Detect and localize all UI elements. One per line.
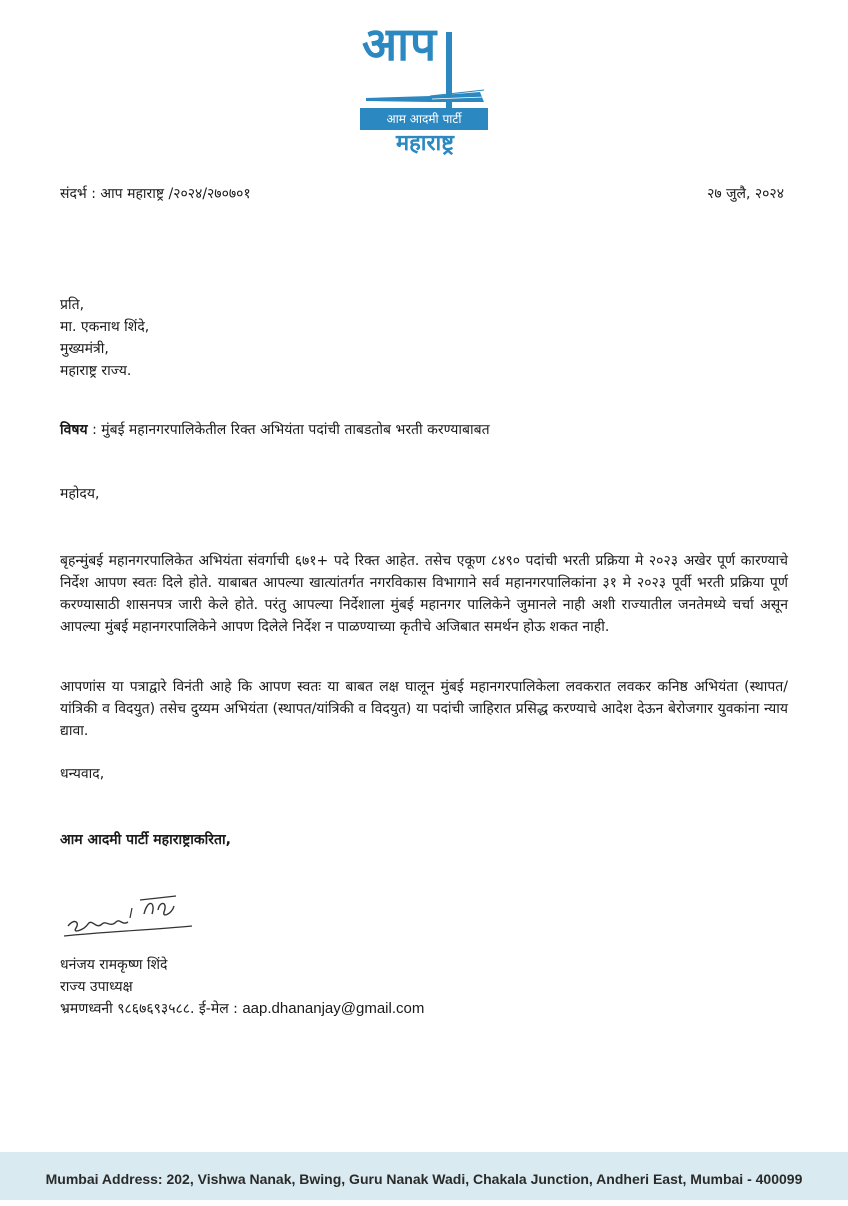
logo-wordmark: आप [362, 17, 438, 71]
salutation: महोदय, [60, 486, 100, 502]
footer-address: Mumbai Address: 202, Vishwa Nanak, Bwing, Guru Nanak Wadi, Chakala Junction, Andheri East, Mumbai - 400099 [0, 1152, 848, 1200]
logo-state: महाराष्ट्र [395, 131, 455, 156]
recipient-address [60, 294, 149, 382]
closing-party: आम आदमी पार्टी महाराष्ट्राकरिता, [60, 832, 231, 848]
recipient-line: प्रति, [60, 297, 85, 313]
handwritten-signature [60, 878, 200, 948]
subject-label: विषय [60, 422, 88, 438]
letter-date: २७ जुलै, २०२४ [707, 186, 784, 202]
closing-thanks: धन्यवाद, [60, 766, 105, 782]
recipient-line: मा. एकनाथ शिंदे, [60, 319, 150, 335]
signer-phone: भ्रमणध्वनी ९८६७६९३५८८. ई-मेल : [60, 1001, 243, 1017]
signer-title: राज्य उपाध्यक्ष [60, 979, 133, 995]
recipient-line: महाराष्ट्र राज्य. [60, 363, 132, 379]
subject-text: : मुंबई महानगरपालिकेतील रिक्त अभियंता पदांची ताबडतोब भरती करण्याबाबत [87, 422, 490, 438]
recipient-line: मुख्यमंत्री, [60, 341, 109, 357]
reference-number: संदर्भ : आप महाराष्ट्र /२०२४/२७०७०१ [60, 186, 251, 202]
logo-banner: आम आदमी पार्टी [360, 108, 488, 130]
aap-logo [360, 17, 490, 156]
body-paragraph: बृहन्मुंबई महानगरपालिकेत अभियंता संवर्गाची ६७१+ पदे रिक्त आहेत. तसेच एकूण ८४९० पदांची भरती प्रक्रिया मे २०२३ अखेर पूर्ण कारण्याचे निर्देश आपण स्वतः दिले होते. याबाबत आपल्या खात्यांतर्गत नगरविकास विभागाने सर्व महानगरपालिकांना ३१ मे २०२३ पूर्वी भरती प्रक्रिया पूर्ण करण्यासाठी शासनपत्र जारी केले होते. परंतु आपल्या निर्देशाला मुंबई महानगर पालिकेने जुमानले नाही अशी राज्यातील जनतेमध्ये चर्चा असून आपल्या मुंबई महानगरपालिकेने आपण दिलेले निर्देश न पाळण्याच्या कृतीचे अजिबात समर्थन होऊ शकत नाही. [60, 553, 788, 635]
signer-block [60, 954, 424, 1020]
body-paragraph: आपणांस या पत्राद्वारे विनंती आहे कि आपण स्वतः या बाबत लक्ष घालून मुंबई महानगरपालिकेला लवकरात लवकर कनिष्ठ अभियंता (स्थापत/यांत्रिकी व विदयुत) तसेच दुय्यम अभियंता (स्थापत/यांत्रिकी व विदयुत) या पदांची जाहिरात प्रसिद्ध करण्याचे आदेश देऊन बेरोजगार युवकांना न्याय द्यावा. [60, 679, 788, 739]
signer-email[interactable]: aap.dhananjay@gmail.com [242, 1000, 425, 1017]
signer-contact [60, 998, 424, 1020]
broom-icon [360, 22, 490, 112]
signer-name: धनंजय रामकृष्ण शिंदे [60, 957, 168, 973]
subject-line [60, 420, 490, 440]
